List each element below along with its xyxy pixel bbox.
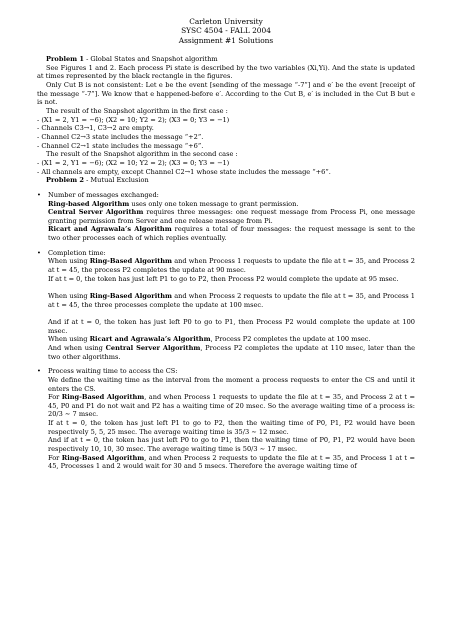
course-code: SYSC 4504 - FALL 2004 [181,26,271,36]
problem2-heading: Problem 2 - Mutual Exclusion [46,176,149,185]
assignment-title: Assignment #1 Solutions [178,35,274,45]
bullet-completion-time: • Completion time: When using Ring-Based Algorithm and when Process 1 requests to update the file at t = 35, and Process 2 at t = 45, the process P2 completes the update at 90 msec. If at t = 0, the token has just left P1 to go to P2, then Process P2 would complete the update at 95 msec. When using Ring-Based Algorithm and when Process 2 requests to update the file at t = 35, and Process 1 at t = 45, the three processes complete the update at 100 msec. And if at t = 0, the token has just left P0 to go to P1, then Process P2 would complete the update at 100 msec. When using Ricart and Agrawala’s Algorithm, Process P2 completes the update at 100 msec. And when using Central Server Algorithm, Process P2 completes the update at 110 msec, later than the two other algorithms. [37,249,415,361]
case1-line: - Channel C2→1 state includes the message “+6”. [37,141,204,150]
case2-line: - (X1 = 2, Y1 = −6); (X2 = 10; Y2 = 2); (X3 = 0; Y3 = −1) [37,158,230,167]
problem2-bullet-list [37,191,415,471]
bullet-waiting-time: • Process waiting time to access the CS: We define the waiting time as the interval from the moment a process requests to enter the CS and until it enters the CS. For Ring-Based Algorithm, and when Process 1 requests to update the file at t = 35, and Process 2 at t = 45, P0 and P1 do not wait and P2 has a waiting time of 20 msec. So the average waiting time of a process is: 20/3 ∼ 7 msec. If at t = 0, the token has just left P1 to go to P2, then the waiting time of P0, P1, P2 would have been respectively 5, 5, 25 msec. The average waiting time is 35/3 ∼ 12 msec. And if at t = 0, the token has just left P0 to go to P1, then the waiting time of P0, P1, P2 would have been respectively 10, 10, 30 msec. The average waiting time is 50/3 ∼ 17 msec. For Ring-Based Algorithm, and when Process 2 requests to update the file at t = 35, and Process 1 at t = 45, Processes 1 and 2 would wait for 30 and 5 msecs. Therefore the average waiting time of [37,367,415,471]
case1-line: - Channel C2→3 state includes the message “+2”. [37,132,204,141]
document-header [0,17,452,45]
case1-line: - (X1 = 2, Y1 = −6); (X2 = 10; Y2 = 2); (X3 = 0; Y3 = −1) [37,115,230,124]
problem1-para4: The result of the Snapshot algorithm in the second case : [46,150,238,159]
problem1-para1: See Figures 1 and 2. Each process Pi state is described by the two variables (Xi,Yi). And the state is updated at times represented by the black rectangle in the figures. [37,63,415,81]
problem1-para2: Only Cut B is not consistent: Let e be the event [sending of the message “-7”] and e′ be the event [receipt of the message “-7”]. We know that e happened-before e′. According to the Cut B, e′ is included in the Cut B but e is not. [37,80,415,107]
bullet-messages: • Number of messages exchanged: Ring-based Algorithm uses only one token message to grant permission. Central Server Algorithm requires three messages: one request message from Process Pi, one message granting permission from Server and one release message from Pi. Ricart and Agrawala’s Algorithm requires a total of four messages: the request message is sent to the two other processes each of which replies eventually. [37,191,415,243]
problem1-para3: The result of the Snapshot algorithm in the first case : [46,106,228,115]
case2-line: - All channels are empty, except Channel C2→1 whose state includes the message “+6”. [37,167,331,176]
university-name: Carleton University [189,17,263,26]
problem1-heading: Problem 1 - Global States and Snapshot algorithm [46,55,218,63]
document-body [37,55,415,477]
case1-line: - Channels C3→1, C3→2 are empty. [37,124,154,133]
